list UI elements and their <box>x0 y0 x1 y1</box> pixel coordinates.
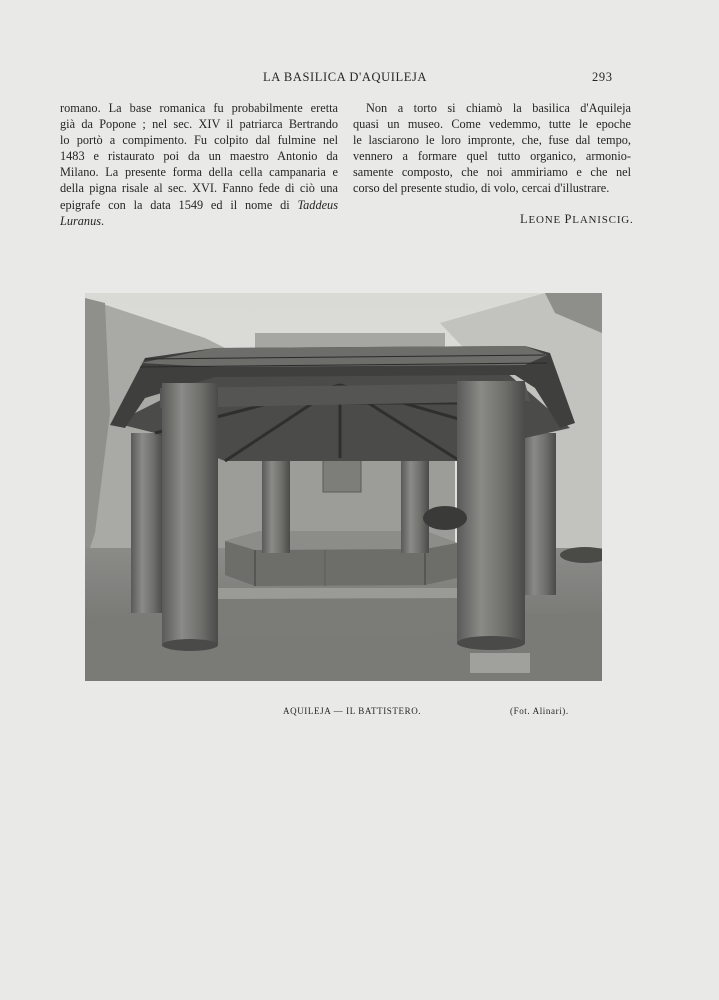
column <box>522 433 556 595</box>
author-signature <box>520 212 634 227</box>
text-line <box>60 213 338 229</box>
text-line: corso del presente studio, di volo, cercai d'illustrare. <box>353 181 610 196</box>
photo-credit: (Fot. Alinari). <box>510 706 569 716</box>
signature-smallcaps: LANISCIG. <box>572 214 634 226</box>
italic-name: Luranus <box>60 213 102 228</box>
text-line: Non a torto si chiamò la basilica d'Aquileja <box>366 101 631 115</box>
column <box>262 453 290 553</box>
end-punctuation: . <box>101 213 105 228</box>
text-line: le lasciarono le loro impronte, che, fuse dal tempo, <box>353 133 631 148</box>
column <box>131 433 163 613</box>
text-line: della pigna risale al sec. XVI. Fanno fede di ciò una <box>60 181 338 196</box>
page-number: 293 <box>592 70 613 84</box>
left-text-column <box>60 100 338 229</box>
column <box>401 451 429 553</box>
text-line: vennero a formare quel tutto organico, armonio- <box>353 149 631 164</box>
running-title: LA BASILICA D'AQUILEJA <box>263 70 428 84</box>
text-line: samente composto, che noi ammiriamo e che nel <box>353 165 631 180</box>
baptistery-photograph <box>85 293 602 681</box>
wall-niche <box>323 460 361 492</box>
column <box>162 383 218 645</box>
column <box>457 381 525 643</box>
text-line: quasi un museo. Come vedemmo, tutte le epoche <box>353 117 631 132</box>
text-line: 1483 e ristaurato poi da un maestro Antonio da <box>60 149 338 164</box>
signature-initial: L <box>520 212 529 226</box>
caption-title: AQUILEJA — IL BATTISTERO. <box>283 706 422 716</box>
signature-smallcaps: EONE <box>528 214 561 226</box>
right-text-column <box>353 100 631 197</box>
text-run: epigrafe con la data 1549 ed il nome di <box>60 197 298 212</box>
signature-initial: P <box>564 212 573 226</box>
italic-name: Taddeus <box>297 197 338 212</box>
text-line: romano. La base romanica fu probabilmente eretta <box>60 101 338 115</box>
text-line: lo portò a compimento. Fu colpito dal fulmine nel <box>60 133 338 148</box>
text-line: già da Popone ; nel sec. XIV il patriarca Bertrando <box>60 117 338 132</box>
text-line: Milano. La presente forma della cella campanaria e <box>60 165 338 180</box>
text-line <box>60 197 338 213</box>
photo-illustration <box>85 293 602 681</box>
